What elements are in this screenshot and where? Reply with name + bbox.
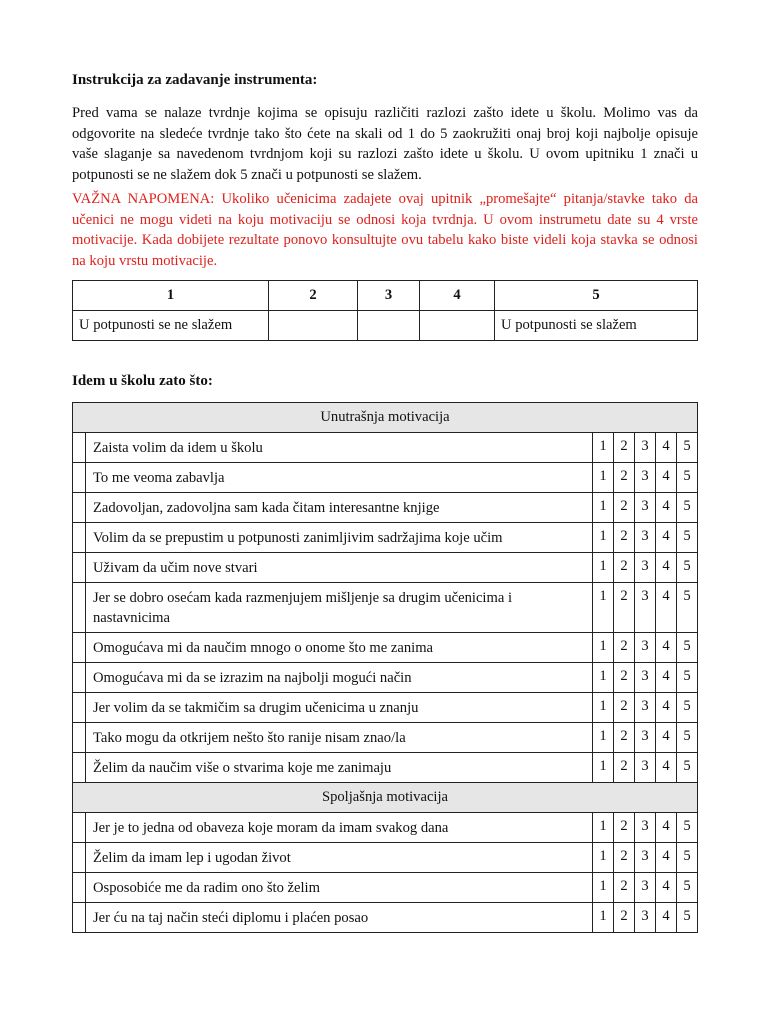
rating-option-2[interactable]: 2 [614, 873, 635, 903]
instructions-heading: Instrukcija za zadavanje instrumenta: [72, 72, 318, 88]
item-row [73, 753, 698, 783]
rating-option-3[interactable]: 3 [635, 843, 656, 873]
item-row [73, 873, 698, 903]
scale-number: 3 [358, 281, 420, 311]
rating-option-5[interactable]: 5 [677, 753, 698, 783]
item-statement: Želim da imam lep i ugodan život [86, 843, 593, 873]
rating-option-1[interactable]: 1 [593, 633, 614, 663]
item-row [73, 663, 698, 693]
item-row [73, 723, 698, 753]
item-row [73, 633, 698, 663]
scale-number: 2 [269, 281, 358, 311]
rating-option-3[interactable]: 3 [635, 493, 656, 523]
scale-empty-cell [358, 311, 420, 341]
item-row [73, 813, 698, 843]
item-marker-cell [73, 523, 86, 553]
rating-option-2[interactable]: 2 [614, 663, 635, 693]
rating-option-5[interactable]: 5 [677, 843, 698, 873]
rating-option-3[interactable]: 3 [635, 523, 656, 553]
rating-option-4[interactable]: 4 [656, 493, 677, 523]
section-header-row [73, 403, 698, 433]
rating-option-1[interactable]: 1 [593, 723, 614, 753]
rating-option-5[interactable]: 5 [677, 433, 698, 463]
item-statement: Jer volim da se takmičim sa drugim učenicima u znanju [86, 693, 593, 723]
item-marker-cell [73, 663, 86, 693]
rating-option-5[interactable]: 5 [677, 493, 698, 523]
scale-label-low: U potpunosti se ne slažem [73, 311, 269, 341]
rating-option-4[interactable]: 4 [656, 633, 677, 663]
rating-option-2[interactable]: 2 [614, 723, 635, 753]
item-statement: Osposobiće me da radim ono što želim [86, 873, 593, 903]
item-row [73, 553, 698, 583]
rating-option-1[interactable]: 1 [593, 813, 614, 843]
rating-option-1[interactable]: 1 [593, 843, 614, 873]
rating-option-5[interactable]: 5 [677, 553, 698, 583]
rating-option-2[interactable]: 2 [614, 553, 635, 583]
section-header-row [73, 783, 698, 813]
item-marker-cell [73, 843, 86, 873]
items-table [72, 402, 698, 933]
scale-label-high: U potpunosti se slažem [495, 311, 698, 341]
rating-option-3[interactable]: 3 [635, 753, 656, 783]
rating-option-4[interactable]: 4 [656, 903, 677, 933]
rating-option-1[interactable]: 1 [593, 553, 614, 583]
item-statement: To me veoma zabavlja [86, 463, 593, 493]
item-marker-cell [73, 903, 86, 933]
item-statement: Zadovoljan, zadovoljna sam kada čitam interesantne knjige [86, 493, 593, 523]
rating-option-4[interactable]: 4 [656, 583, 677, 633]
item-statement: Tako mogu da otkrijem nešto što ranije nisam znao/la [86, 723, 593, 753]
rating-option-2[interactable]: 2 [614, 843, 635, 873]
rating-option-4[interactable]: 4 [656, 433, 677, 463]
rating-option-5[interactable]: 5 [677, 523, 698, 553]
scale-empty-cell [420, 311, 495, 341]
item-row [73, 433, 698, 463]
rating-option-4[interactable]: 4 [656, 523, 677, 553]
item-marker-cell [73, 813, 86, 843]
item-statement: Volim da se prepustim u potpunosti zanimljivim sadržajima koje učim [86, 523, 593, 553]
item-marker-cell [73, 553, 86, 583]
rating-option-4[interactable]: 4 [656, 843, 677, 873]
rating-option-3[interactable]: 3 [635, 693, 656, 723]
rating-option-5[interactable]: 5 [677, 903, 698, 933]
rating-option-4[interactable]: 4 [656, 553, 677, 583]
rating-option-1[interactable]: 1 [593, 663, 614, 693]
item-row [73, 463, 698, 493]
scale-empty-cell [269, 311, 358, 341]
scale-number: 5 [495, 281, 698, 311]
important-note: VAŽNA NAPOMENA: Ukoliko učenicima zadajete ovaj upitnik „promešajte“ pitanja/stavke tako da učenici ne mogu videti na koju motivaciju se odnosi koja tvrdnja. U ovom instrumetu date su 4 vrste motivacije. Kada dobijete rezultate ponovo konsultujte ovu tabelu kako biste videli koja stavka se odnosi na koju vrstu motivacije. [72, 191, 698, 269]
rating-option-2[interactable]: 2 [614, 523, 635, 553]
rating-option-1[interactable]: 1 [593, 493, 614, 523]
rating-option-3[interactable]: 3 [635, 813, 656, 843]
item-marker-cell [73, 463, 86, 493]
rating-option-2[interactable]: 2 [614, 633, 635, 663]
item-statement: Zaista volim da idem u školu [86, 433, 593, 463]
rating-option-1[interactable]: 1 [593, 873, 614, 903]
item-marker-cell [73, 433, 86, 463]
scale-table [72, 280, 698, 341]
item-row [73, 493, 698, 523]
item-statement: Želim da naučim više o stvarima koje me zanimaju [86, 753, 593, 783]
rating-option-1[interactable]: 1 [593, 583, 614, 633]
rating-option-2[interactable]: 2 [614, 693, 635, 723]
rating-option-4[interactable]: 4 [656, 753, 677, 783]
rating-option-3[interactable]: 3 [635, 633, 656, 663]
item-row [73, 843, 698, 873]
rating-option-1[interactable]: 1 [593, 753, 614, 783]
rating-option-1[interactable]: 1 [593, 903, 614, 933]
item-statement: Omogućava mi da se izrazim na najbolji mogući način [86, 663, 593, 693]
rating-option-1[interactable]: 1 [593, 463, 614, 493]
rating-option-2[interactable]: 2 [614, 433, 635, 463]
rating-option-3[interactable]: 3 [635, 553, 656, 583]
item-statement: Jer je to jedna od obaveza koje moram da imam svakog dana [86, 813, 593, 843]
rating-option-5[interactable]: 5 [677, 693, 698, 723]
scale-number: 4 [420, 281, 495, 311]
item-marker-cell [73, 753, 86, 783]
rating-option-4[interactable]: 4 [656, 463, 677, 493]
rating-option-2[interactable]: 2 [614, 463, 635, 493]
items-heading: Idem u školu zato što: [72, 373, 213, 389]
rating-option-3[interactable]: 3 [635, 663, 656, 693]
rating-option-4[interactable]: 4 [656, 813, 677, 843]
item-row [73, 903, 698, 933]
rating-option-5[interactable]: 5 [677, 873, 698, 903]
rating-option-3[interactable]: 3 [635, 433, 656, 463]
item-marker-cell [73, 633, 86, 663]
rating-option-5[interactable]: 5 [677, 723, 698, 753]
rating-option-3[interactable]: 3 [635, 463, 656, 493]
item-statement: Jer se dobro osećam kada razmenjujem mišljenje sa drugim učenicima i nastavnicima [86, 583, 593, 633]
item-marker-cell [73, 723, 86, 753]
item-row [73, 693, 698, 723]
rating-option-3[interactable]: 3 [635, 583, 656, 633]
item-marker-cell [73, 873, 86, 903]
rating-option-4[interactable]: 4 [656, 693, 677, 723]
rating-option-4[interactable]: 4 [656, 723, 677, 753]
item-marker-cell [73, 493, 86, 523]
section-title: Spoljašnja motivacija [73, 783, 698, 813]
item-row [73, 523, 698, 553]
rating-option-1[interactable]: 1 [593, 693, 614, 723]
rating-option-5[interactable]: 5 [677, 633, 698, 663]
item-row [73, 583, 698, 633]
rating-option-5[interactable]: 5 [677, 463, 698, 493]
rating-option-4[interactable]: 4 [656, 663, 677, 693]
rating-option-4[interactable]: 4 [656, 873, 677, 903]
item-marker-cell [73, 583, 86, 633]
rating-option-5[interactable]: 5 [677, 583, 698, 633]
item-statement: Uživam da učim nove stvari [86, 553, 593, 583]
rating-option-3[interactable]: 3 [635, 723, 656, 753]
rating-option-1[interactable]: 1 [593, 523, 614, 553]
item-statement: Jer ću na taj način steći diplomu i plaćen posao [86, 903, 593, 933]
rating-option-3[interactable]: 3 [635, 903, 656, 933]
rating-option-2[interactable]: 2 [614, 903, 635, 933]
rating-option-3[interactable]: 3 [635, 873, 656, 903]
rating-option-5[interactable]: 5 [677, 813, 698, 843]
rating-option-2[interactable]: 2 [614, 583, 635, 633]
rating-option-2[interactable]: 2 [614, 493, 635, 523]
instructions-paragraph: Pred vama se nalaze tvrdnje kojima se opisuju različiti razlozi zašto idete u školu. Molimo vas da odgovorite na sledeće tvrdnje tako što ćete na skali od 1 do 5 zaokružiti onaj broj koji najbolje opisuje vaše slaganje sa navedenom tvrdnjom koji su razlozi zašto idete u školu. U ovom upitniku 1 znači u potpunosti se ne slažem dok 5 znači u potpunosti se slažem. [72, 105, 698, 183]
rating-option-5[interactable]: 5 [677, 663, 698, 693]
scale-number: 1 [73, 281, 269, 311]
rating-option-2[interactable]: 2 [614, 813, 635, 843]
item-statement: Omogućava mi da naučim mnogo o onome što me zanima [86, 633, 593, 663]
section-title: Unutrašnja motivacija [73, 403, 698, 433]
rating-option-1[interactable]: 1 [593, 433, 614, 463]
rating-option-2[interactable]: 2 [614, 753, 635, 783]
item-marker-cell [73, 693, 86, 723]
